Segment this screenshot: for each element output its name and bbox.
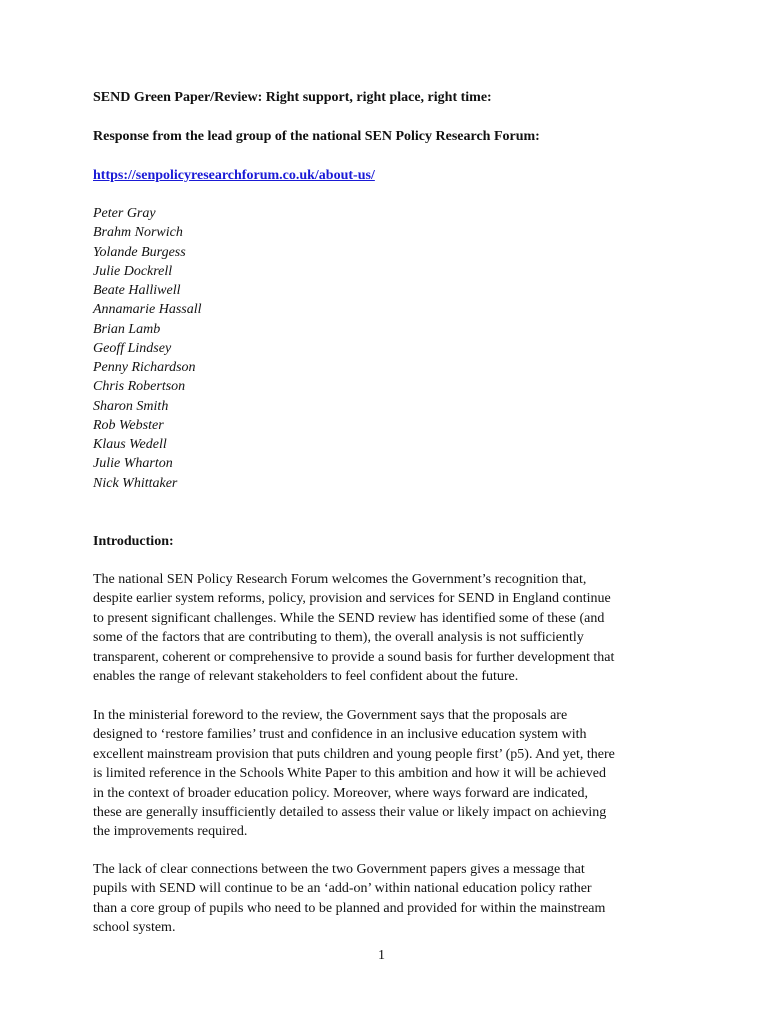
paragraph-line: excellent mainstream provision that puts children and young people first’ (p5). And yet, there <box>93 746 615 762</box>
author-name: Penny Richardson <box>93 360 196 375</box>
author-name: Yolande Burgess <box>93 245 186 260</box>
paragraph-line: school system. <box>93 920 176 936</box>
paragraph-line: designed to ‘restore families’ trust and confidence in an inclusive education system with <box>93 727 587 743</box>
paragraph-2 <box>93 706 683 842</box>
author-name: Sharon Smith <box>93 399 169 414</box>
section-heading: Introduction: <box>93 534 174 549</box>
document-subtitle: Response from the lead group of the national SEN Policy Research Forum: <box>93 129 540 144</box>
paragraph-line: despite earlier system reforms, policy, provision and services for SEND in England continue <box>93 591 611 607</box>
paragraph-3 <box>93 860 683 938</box>
paragraph-line: pupils with SEND will continue to be an ‘add-on’ within national education policy rather <box>93 881 592 897</box>
forum-link[interactable]: https://senpolicyresearchforum.co.uk/about-us/ <box>93 168 375 183</box>
paragraph-line: enables the range of relevant stakeholders to feel confident about the future. <box>93 669 519 685</box>
author-name: Chris Robertson <box>93 379 186 394</box>
author-name: Klaus Wedell <box>93 437 167 452</box>
author-name: Nick Whittaker <box>93 476 178 491</box>
paragraph-line: The national SEN Policy Research Forum welcomes the Government’s recognition that, <box>93 572 587 587</box>
paragraph-line: some of the factors that are contributing to them), the overall analysis is not sufficiently <box>93 630 584 646</box>
paragraph-line: is limited reference in the Schools White Paper to this ambition and how it will be achieved <box>93 766 606 782</box>
document-title: SEND Green Paper/Review: Right support, right place, right time: <box>93 90 492 105</box>
page-number: 1 <box>378 948 385 963</box>
paragraph-line: to present significant challenges. While the SEND review has identified some of these (and <box>93 610 605 626</box>
author-name: Julie Wharton <box>93 456 173 471</box>
paragraph-line: these are generally insufficiently detailed to assess their value or likely impact on achieving <box>93 805 607 821</box>
author-name: Annamarie Hassall <box>93 302 202 317</box>
paragraph-line: transparent, coherent or comprehensive to provide a sound basis for further development that <box>93 649 615 665</box>
author-name: Beate Halliwell <box>93 283 181 298</box>
paragraph-line: the improvements required. <box>93 824 248 840</box>
author-name: Geoff Lindsey <box>93 341 172 356</box>
author-name: Julie Dockrell <box>93 264 173 279</box>
paragraph-line: The lack of clear connections between the two Government papers gives a message that <box>93 862 585 877</box>
paragraph-line: than a core group of pupils who need to be planned and provided for within the mainstream <box>93 900 606 916</box>
author-name: Rob Webster <box>93 418 164 433</box>
paragraph-line: In the ministerial foreword to the review, the Government says that the proposals are <box>93 708 568 723</box>
author-name: Peter Gray <box>93 206 156 221</box>
author-name: Brian Lamb <box>93 322 161 337</box>
paragraph-1 <box>93 570 683 686</box>
paragraph-line: in the context of broader education policy. Moreover, where ways forward are indicated, <box>93 785 588 801</box>
author-name: Brahm Norwich <box>93 225 183 240</box>
